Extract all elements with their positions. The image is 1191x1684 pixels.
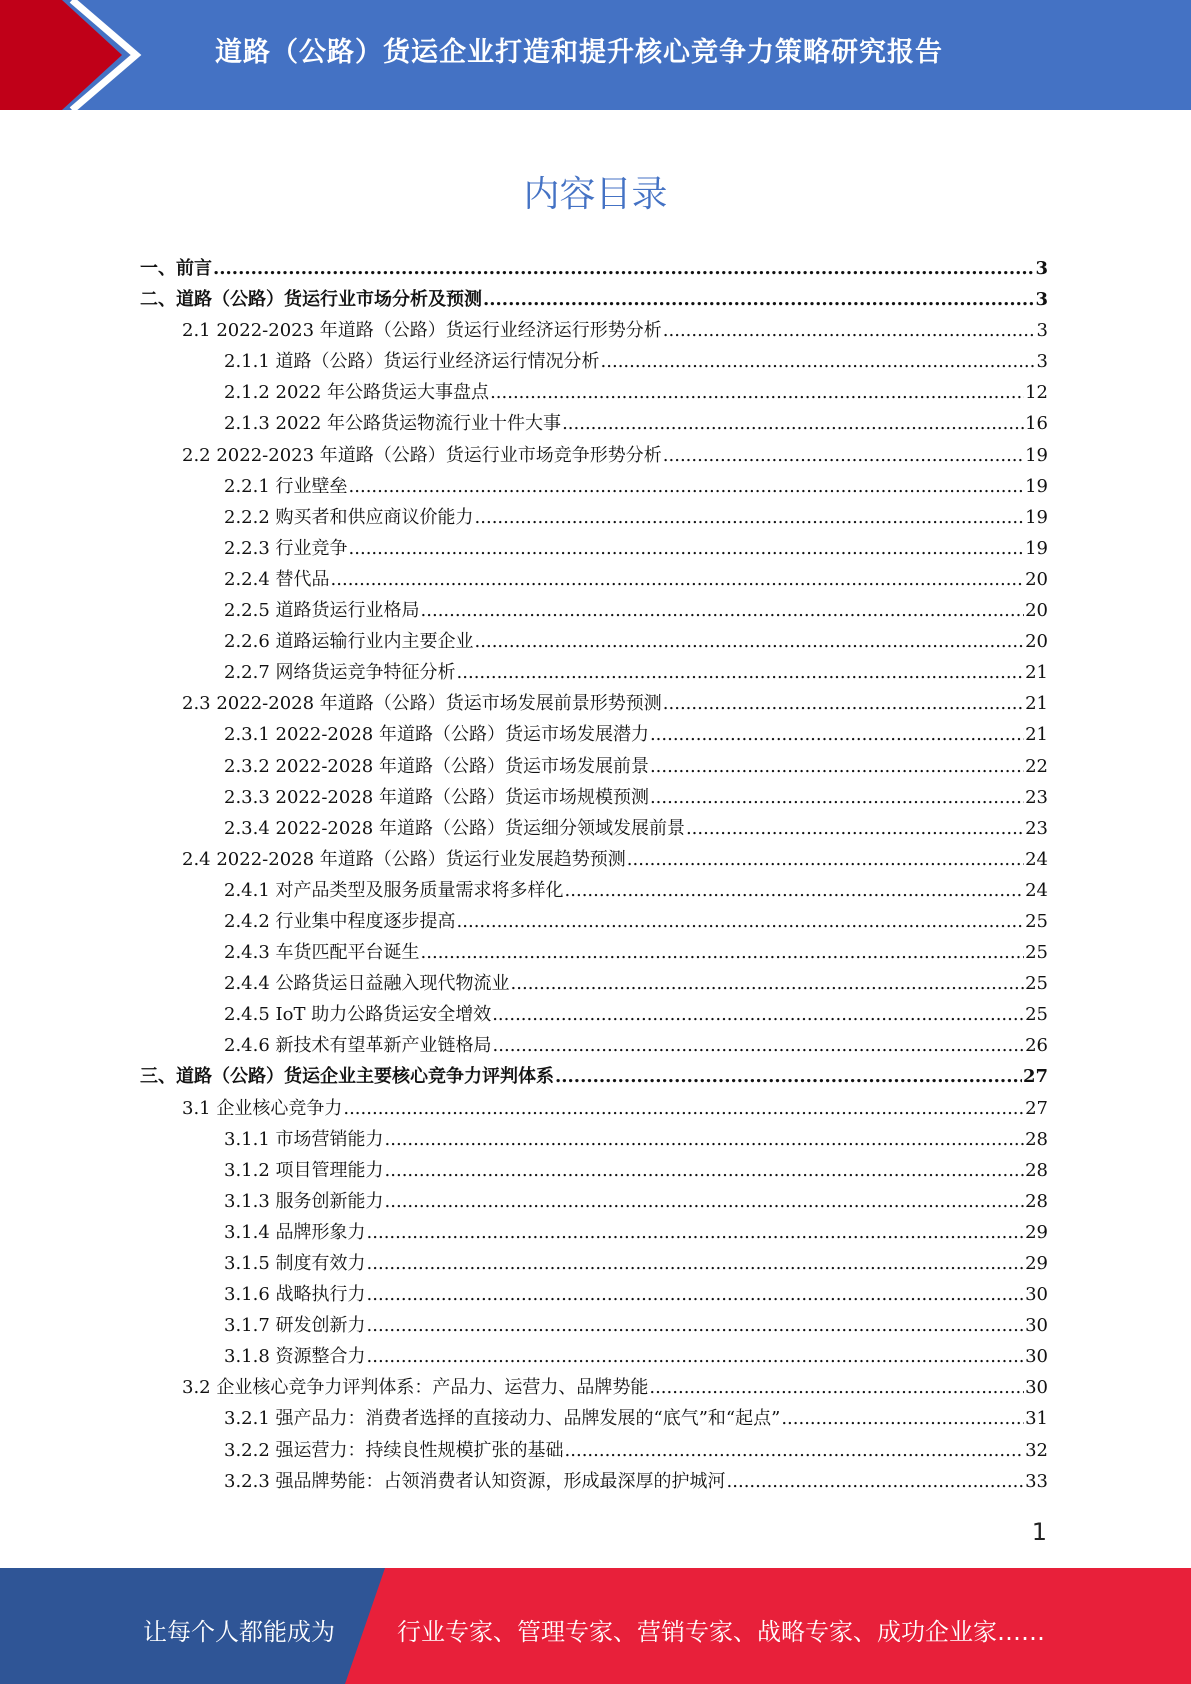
toc-leader-dots <box>367 1217 1025 1248</box>
toc-entry[interactable] <box>140 657 1048 688</box>
toc-leader-dots <box>493 1030 1025 1061</box>
toc-entry-page: 28 <box>1025 1128 1048 1150</box>
toc-leader-dots <box>385 1124 1025 1155</box>
toc-leader-dots <box>421 937 1025 968</box>
toc-entry[interactable] <box>140 564 1048 595</box>
toc-entry-page: 3 <box>1035 289 1048 311</box>
toc-leader-dots <box>727 1466 1025 1497</box>
toc-entry-label: 3.2.1 强产品力：消费者选择的直接动力、品牌发展的“底气”和“起点” <box>224 1408 781 1430</box>
toc-entry-page: 20 <box>1025 568 1048 590</box>
toc-leader-dots <box>349 471 1025 502</box>
toc-entry-page: 3 <box>1035 258 1048 279</box>
toc-entry-label: 2.3.4 2022-2028 年道路（公路）货运细分领域发展前景 <box>224 817 685 839</box>
toc-entry-label: 3.1.3 服务创新能力 <box>224 1190 384 1212</box>
toc-entry-page: 29 <box>1025 1221 1048 1243</box>
toc-entry[interactable] <box>140 968 1048 999</box>
toc-entry-page: 28 <box>1025 1190 1048 1212</box>
toc-entry[interactable] <box>140 440 1048 471</box>
toc-entry[interactable] <box>140 1372 1048 1403</box>
toc-entry[interactable] <box>140 1186 1048 1217</box>
toc-leader-dots <box>475 626 1025 657</box>
toc-entry-label: 3.1 企业核心竞争力 <box>182 1097 343 1119</box>
toc-entry[interactable] <box>140 875 1048 906</box>
toc-entry-label: 2.4.3 车货匹配平台诞生 <box>224 942 420 964</box>
toc-entry-label: 二、道路（公路）货运行业市场分析及预测 <box>140 289 482 311</box>
toc-entry-label: 2.1.2 2022 年公路货运大事盘点 <box>224 382 490 404</box>
toc-leader-dots <box>457 657 1025 688</box>
toc-entry-label: 3.2.3 强品牌势能：占领消费者认知资源，形成最深厚的护城河 <box>224 1470 726 1492</box>
toc-leader-dots <box>492 999 1024 1030</box>
toc-leader-dots <box>663 440 1024 471</box>
toc-leader-dots <box>385 1155 1025 1186</box>
toc-entry-label: 3.1.5 制度有效力 <box>224 1253 366 1274</box>
toc-entry-label: 2.1.3 2022 年公路货运物流行业十件大事 <box>224 413 562 435</box>
toc-leader-dots <box>349 533 1025 564</box>
toc-entry-page: 24 <box>1025 848 1048 870</box>
toc-entry-page: 27 <box>1025 1097 1048 1119</box>
toc-leader-dots <box>649 1372 1024 1403</box>
toc-entry-page: 25 <box>1025 942 1048 964</box>
toc-entry[interactable] <box>140 937 1048 968</box>
toc-entry-label: 2.3 2022-2028 年道路（公路）货运市场发展前景形势预测 <box>182 693 662 715</box>
toc-entry-label: 2.2.1 行业壁垒 <box>224 475 348 497</box>
toc-leader-dots <box>483 284 1034 315</box>
toc-entry-page: 12 <box>1025 382 1048 404</box>
toc-entry[interactable] <box>140 471 1048 502</box>
toc-entry-page: 19 <box>1025 506 1048 528</box>
toc-leader-dots <box>367 1279 1025 1310</box>
toc-entry[interactable] <box>140 1093 1048 1124</box>
toc-leader-dots <box>650 751 1024 782</box>
toc-entry-page: 3 <box>1036 320 1048 342</box>
toc-entry-page: 31 <box>1025 1408 1048 1430</box>
toc-entry[interactable] <box>140 1466 1048 1497</box>
toc-entry[interactable] <box>140 533 1048 564</box>
toc-entry-label: 2.4.5 IoT 助力公路货运安全增效 <box>224 1004 492 1026</box>
toc-entry-label: 3.1.6 战略执行力 <box>224 1284 366 1306</box>
toc-entry[interactable] <box>140 1403 1048 1434</box>
toc-entry-page: 19 <box>1025 537 1048 559</box>
toc-entry[interactable] <box>140 626 1048 657</box>
toc-entry-page: 16 <box>1025 413 1048 435</box>
toc-entry-label: 一、前言 <box>140 258 212 279</box>
toc-leader-dots <box>555 1061 1022 1092</box>
toc-entry-page: 21 <box>1025 724 1048 746</box>
toc-entry-page: 20 <box>1025 631 1048 653</box>
toc-entry-page: 20 <box>1025 600 1048 622</box>
report-title: 道路（公路）货运企业打造和提升核心竞争力策略研究报告 <box>215 37 943 68</box>
footer-band <box>0 1568 1191 1684</box>
toc-leader-dots <box>331 564 1025 595</box>
toc-leader-dots <box>650 782 1024 813</box>
toc-leader-dots <box>663 688 1024 719</box>
toc-entry-label: 2.2.7 网络货运竞争特征分析 <box>224 662 456 684</box>
toc-entry[interactable] <box>140 688 1048 719</box>
toc-entry[interactable] <box>140 284 1048 315</box>
toc-leader-dots <box>475 502 1025 533</box>
toc-leader-dots <box>663 315 1036 346</box>
toc-leader-dots <box>511 968 1025 999</box>
toc-entry-page: 19 <box>1025 444 1048 466</box>
toc-entry-label: 3.1.1 市场营销能力 <box>224 1128 384 1150</box>
toc-entry-page: 30 <box>1025 1284 1048 1306</box>
toc-entry[interactable] <box>140 844 1048 875</box>
header-band <box>0 0 1191 110</box>
toc-entry-page: 21 <box>1025 693 1048 715</box>
toc-entry-page: 29 <box>1025 1253 1048 1274</box>
toc-entry-label: 2.1 2022-2023 年道路（公路）货运行业经济运行形势分析 <box>182 320 662 342</box>
footer-slogan-right: 行业专家、管理专家、营销专家、战略专家、成功企业家…… <box>397 1618 1045 1646</box>
toc-leader-dots <box>421 595 1025 626</box>
toc-entry-label: 2.4.6 新技术有望革新产业链格局 <box>224 1035 492 1057</box>
toc-leader-dots <box>490 377 1024 408</box>
toc-entry[interactable] <box>140 1061 1048 1092</box>
toc-entry-page: 33 <box>1025 1470 1048 1492</box>
toc-entry-label: 2.2.5 道路货运行业格局 <box>224 600 420 622</box>
toc-entry[interactable] <box>140 1341 1048 1372</box>
toc-entry-page: 23 <box>1025 817 1048 839</box>
toc-entry[interactable] <box>140 1030 1048 1061</box>
toc-entry-label: 2.3.1 2022-2028 年道路（公路）货运市场发展潜力 <box>224 724 649 746</box>
toc-entry[interactable] <box>140 906 1048 937</box>
toc-entry[interactable] <box>140 502 1048 533</box>
toc-entry-page: 23 <box>1025 786 1048 808</box>
toc-entry-page: 19 <box>1025 475 1048 497</box>
toc-entry-page: 28 <box>1025 1159 1048 1181</box>
toc-entry-page: 25 <box>1025 1004 1048 1026</box>
toc-entry-label: 3.1.4 品牌形象力 <box>224 1221 366 1243</box>
toc-entry-label: 2.2.2 购买者和供应商议价能力 <box>224 506 474 528</box>
toc-entry[interactable] <box>140 999 1048 1030</box>
toc-entry-label: 3.2.2 强运营力：持续良性规模扩张的基础 <box>224 1439 564 1461</box>
toc-entry[interactable] <box>140 408 1048 439</box>
toc-entry-page: 25 <box>1025 910 1048 932</box>
toc-entry-label: 2.4.4 公路货运日益融入现代物流业 <box>224 973 510 995</box>
toc-leader-dots <box>686 813 1024 844</box>
toc-entry-label: 2.3.2 2022-2028 年道路（公路）货运市场发展前景 <box>224 755 649 777</box>
toc-entry-page: 30 <box>1025 1377 1048 1399</box>
toc-entry[interactable] <box>140 1248 1048 1279</box>
toc-entry-label: 3.1.7 研发创新力 <box>224 1315 366 1337</box>
toc-entry-page: 22 <box>1025 755 1048 777</box>
toc-entry-label: 2.2.6 道路运输行业内主要企业 <box>224 631 474 653</box>
toc-entry-label: 2.1.1 道路（公路）货运行业经济运行情况分析 <box>224 351 600 373</box>
toc-entry-page: 21 <box>1025 662 1048 684</box>
toc-entry[interactable] <box>140 377 1048 408</box>
toc-entry-page: 24 <box>1025 879 1048 901</box>
toc-leader-dots <box>650 719 1024 750</box>
toc-leader-dots <box>367 1310 1025 1341</box>
toc-entry-label: 2.3.3 2022-2028 年道路（公路）货运市场规模预测 <box>224 786 649 808</box>
toc-entry[interactable] <box>140 1279 1048 1310</box>
toc-leader-dots <box>367 1248 1025 1279</box>
toc-entry[interactable] <box>140 315 1048 346</box>
toc-leader-dots <box>562 408 1024 439</box>
toc-heading: 内容目录 <box>523 174 668 215</box>
toc-entry[interactable] <box>140 1124 1048 1155</box>
page-number: 1 <box>1031 1518 1047 1546</box>
footer-slogan-left: 让每个人都能成为 <box>143 1618 335 1646</box>
red-chevron-decoration <box>0 0 160 110</box>
toc-entry-label: 3.1.8 资源整合力 <box>224 1346 366 1368</box>
toc-entry-label: 2.4 2022-2028 年道路（公路）货运行业发展趋势预测 <box>182 848 626 870</box>
toc-leader-dots <box>781 1403 1024 1434</box>
toc-entry-page: 3 <box>1036 351 1048 373</box>
toc-entry[interactable] <box>140 782 1048 813</box>
toc-leader-dots <box>367 1341 1025 1372</box>
toc-entry-page: 25 <box>1025 973 1048 995</box>
toc-entry[interactable] <box>140 595 1048 626</box>
toc-entry-label: 3.2 企业核心竞争力评判体系：产品力、运营力、品牌势能 <box>182 1377 649 1399</box>
toc-entry-label: 三、道路（公路）货运企业主要核心竞争力评判体系 <box>140 1066 554 1088</box>
toc-entry-page: 30 <box>1025 1346 1048 1368</box>
toc-entry-page: 30 <box>1025 1315 1048 1337</box>
toc-entry[interactable] <box>140 253 1048 284</box>
toc-entry[interactable] <box>140 813 1048 844</box>
toc-leader-dots <box>565 875 1025 906</box>
toc-entry-label: 2.2.4 替代品 <box>224 568 330 590</box>
toc-entry-label: 2.4.1 对产品类型及服务质量需求将多样化 <box>224 879 564 901</box>
toc-entry[interactable] <box>140 1435 1048 1466</box>
toc-leader-dots <box>601 346 1036 377</box>
toc-leader-dots <box>343 1093 1024 1124</box>
toc-leader-dots <box>457 906 1025 937</box>
toc-leader-dots <box>627 844 1024 875</box>
toc-entry[interactable] <box>140 719 1048 750</box>
toc-entry[interactable] <box>140 1217 1048 1248</box>
toc-entry[interactable] <box>140 346 1048 377</box>
toc-entry[interactable] <box>140 751 1048 782</box>
toc-entry-page: 32 <box>1025 1439 1048 1461</box>
toc-entry[interactable] <box>140 1155 1048 1186</box>
toc-leader-dots <box>565 1435 1025 1466</box>
toc-entry-label: 3.1.2 项目管理能力 <box>224 1159 384 1181</box>
toc-leader-dots <box>385 1186 1025 1217</box>
toc-entry-label: 2.2 2022-2023 年道路（公路）货运行业市场竞争形势分析 <box>182 444 662 466</box>
table-of-contents <box>140 253 1048 1497</box>
toc-entry[interactable] <box>140 1310 1048 1341</box>
toc-entry-label: 2.2.3 行业竞争 <box>224 537 348 559</box>
toc-entry-page: 26 <box>1025 1035 1048 1057</box>
toc-entry-label: 2.4.2 行业集中程度逐步提高 <box>224 910 456 932</box>
toc-leader-dots <box>213 253 1034 284</box>
toc-entry-page: 27 <box>1022 1066 1048 1088</box>
